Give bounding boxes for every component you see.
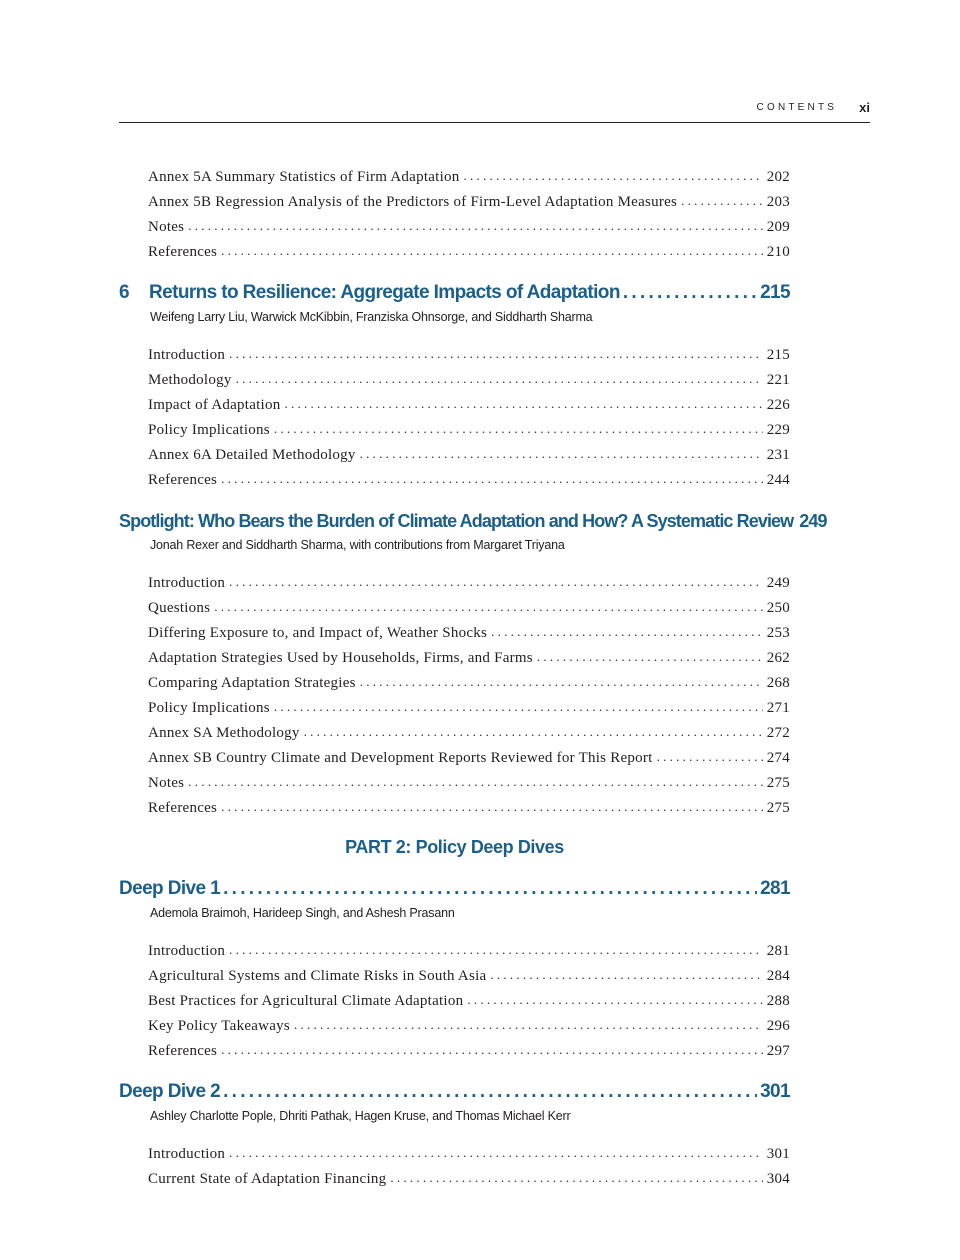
- toc-entry[interactable]: [148, 963, 790, 988]
- toc-entry-page: 221: [766, 372, 790, 388]
- toc-entry[interactable]: [148, 795, 790, 820]
- toc-entry-title: Introduction: [148, 1146, 226, 1162]
- deep-dive-title: Deep Dive 1: [119, 878, 221, 899]
- toc-entry[interactable]: [148, 645, 790, 670]
- spotlight-title: Spotlight: Who Bears the Burden of Climate Adaptation and How? A Systematic Review: [119, 511, 794, 531]
- chapter-number: 6: [119, 282, 129, 303]
- toc-entry-title: Methodology: [148, 372, 232, 388]
- spotlight-page: 249: [799, 511, 827, 531]
- toc-entry-page: 253: [766, 625, 790, 641]
- toc-entry-title: Annex SB Country Climate and Development Reports Reviewed for This Report: [148, 750, 653, 766]
- toc-entry-title: Introduction: [148, 943, 226, 959]
- toc-entry-title: Impact of Adaptation: [148, 397, 281, 413]
- toc-entry-page: 210: [766, 244, 790, 260]
- toc-entry[interactable]: [148, 1013, 790, 1038]
- toc-entry-title: Differing Exposure to, and Impact of, Weather Shocks: [148, 625, 488, 641]
- page-number: xi: [859, 99, 870, 115]
- dot-leader: [681, 188, 763, 213]
- toc-entry[interactable]: [148, 1166, 790, 1191]
- dot-leader: [188, 213, 763, 238]
- toc-entry-title: References: [148, 1043, 218, 1059]
- deep-dive-2-heading[interactable]: [119, 1077, 790, 1107]
- deep-dive-title: Deep Dive 2: [119, 1081, 221, 1102]
- dot-leader: [390, 1165, 762, 1190]
- toc-entry-page: 271: [766, 700, 790, 716]
- toc-entry-page: 202: [766, 169, 790, 185]
- toc-entry[interactable]: [148, 239, 790, 264]
- toc-entry-title: References: [148, 244, 218, 260]
- dot-leader: [657, 744, 763, 769]
- toc-entry-page: 229: [766, 422, 790, 438]
- dot-leader: [360, 669, 763, 694]
- toc-entry[interactable]: [148, 695, 790, 720]
- dot-leader: [221, 1037, 763, 1062]
- dot-leader: [223, 874, 757, 904]
- dot-leader: [464, 163, 763, 188]
- dot-leader: [490, 962, 762, 987]
- toc-entry-page: 215: [766, 347, 790, 363]
- chapter-title: Returns to Resilience: Aggregate Impacts of Adaptation: [149, 282, 620, 303]
- toc-entry-page: 249: [766, 575, 790, 591]
- dot-leader: [221, 466, 763, 491]
- toc-entry-title: Introduction: [148, 347, 226, 363]
- deep-dive-page: 301: [760, 1081, 790, 1102]
- header-rule: [119, 122, 870, 123]
- toc-entry[interactable]: [148, 938, 790, 963]
- toc-entry-title: Introduction: [148, 575, 226, 591]
- toc-entry-page: 275: [766, 800, 790, 816]
- dot-leader: [214, 594, 763, 619]
- toc-entry-page: 281: [766, 943, 790, 959]
- toc-entry[interactable]: [148, 670, 790, 695]
- toc-entry-page: 268: [766, 675, 790, 691]
- toc-entry-title: Notes: [148, 219, 185, 235]
- toc-entry-title: Current State of Adaptation Financing: [148, 1171, 387, 1187]
- toc-entry-title: Key Policy Takeaways: [148, 1018, 290, 1034]
- dot-leader: [236, 366, 763, 391]
- deep-dive-authors: Ashley Charlotte Pople, Dhriti Pathak, Hagen Kruse, and Thomas Michael Kerr: [150, 1109, 571, 1123]
- toc-entry[interactable]: [148, 720, 790, 745]
- toc-entry[interactable]: [148, 442, 790, 467]
- toc-entry-title: Policy Implications: [148, 700, 270, 716]
- toc-entry-page: 275: [766, 775, 790, 791]
- toc-entry[interactable]: [148, 467, 790, 492]
- toc-entry[interactable]: [148, 342, 790, 367]
- dot-leader: [223, 1077, 757, 1107]
- dot-leader: [221, 794, 763, 819]
- toc-entry-page: 262: [766, 650, 790, 666]
- dot-leader: [229, 1140, 763, 1165]
- toc-entry-title: References: [148, 472, 218, 488]
- toc-entry[interactable]: [148, 745, 790, 770]
- toc-entry-page: 304: [766, 1171, 790, 1187]
- running-head: [620, 98, 870, 116]
- deep-dive-page: 281: [760, 878, 790, 899]
- running-head-label: CONTENTS: [756, 101, 838, 113]
- toc-entry-title: References: [148, 800, 218, 816]
- toc-entry-title: Annex 6A Detailed Methodology: [148, 447, 356, 463]
- toc-entry-title: Questions: [148, 600, 211, 616]
- dot-leader: [304, 719, 763, 744]
- toc-entry[interactable]: [148, 988, 790, 1013]
- toc-entry[interactable]: [148, 620, 790, 645]
- toc-entry-page: 209: [766, 219, 790, 235]
- toc-entry-title: Annex 5A Summary Statistics of Firm Adaptation: [148, 169, 460, 185]
- toc-entry[interactable]: [148, 392, 790, 417]
- toc-entry[interactable]: [148, 595, 790, 620]
- toc-entry-title: Annex SA Methodology: [148, 725, 300, 741]
- chapter-authors: Weifeng Larry Liu, Warwick McKibbin, Franziska Ohnsorge, and Siddharth Sharma: [150, 310, 593, 324]
- toc-entry-page: 231: [766, 447, 790, 463]
- toc-entry-page: 272: [766, 725, 790, 741]
- dot-leader: [284, 391, 762, 416]
- part-2-title: PART 2: Policy Deep Dives: [345, 837, 564, 857]
- toc-entry-title: Best Practices for Agricultural Climate Adaptation: [148, 993, 464, 1009]
- toc-entry-page: 297: [766, 1043, 790, 1059]
- toc-entry[interactable]: [148, 1038, 790, 1063]
- dot-leader: [229, 341, 763, 366]
- dot-leader: [229, 937, 763, 962]
- toc-entry-page: 288: [766, 993, 790, 1009]
- toc-entry-page: 296: [766, 1018, 790, 1034]
- toc-entry-title: Adaptation Strategies Used by Households, Firms, and Farms: [148, 650, 533, 666]
- dot-leader: [229, 569, 763, 594]
- toc-entry[interactable]: [148, 417, 790, 442]
- dot-leader: [491, 619, 763, 644]
- dot-leader: [467, 987, 762, 1012]
- toc-entry-page: 301: [766, 1146, 790, 1162]
- dot-leader: [360, 441, 763, 466]
- toc-entry-page: 244: [766, 472, 790, 488]
- toc-entry[interactable]: [148, 770, 790, 795]
- dot-leader: [294, 1012, 763, 1037]
- table-of-contents: [0, 164, 960, 1191]
- toc-entry-title: Policy Implications: [148, 422, 270, 438]
- deep-dive-authors: Ademola Braimoh, Harideep Singh, and Ashesh Prasann: [150, 906, 455, 920]
- dot-leader: [221, 238, 763, 263]
- dot-leader: [537, 644, 763, 669]
- toc-entry-page: 203: [766, 194, 790, 210]
- toc-entry-page: 284: [766, 968, 790, 984]
- spotlight-heading[interactable]: [119, 506, 827, 536]
- toc-entry-title: Notes: [148, 775, 185, 791]
- spotlight-authors: Jonah Rexer and Siddharth Sharma, with contributions from Margaret Triyana: [150, 538, 565, 552]
- toc-entry[interactable]: [148, 189, 790, 214]
- dot-leader: [623, 278, 757, 308]
- toc-entry[interactable]: [148, 570, 790, 595]
- toc-entry-page: 226: [766, 397, 790, 413]
- chapter-page: 215: [760, 282, 790, 303]
- dot-leader: [188, 769, 763, 794]
- chapter-6-heading[interactable]: [119, 278, 790, 308]
- toc-entry[interactable]: [148, 164, 790, 189]
- dot-leader: [274, 416, 763, 441]
- toc-entry-title: Annex 5B Regression Analysis of the Predictors of Firm-Level Adaptation Measures: [148, 194, 678, 210]
- toc-entry[interactable]: [148, 1141, 790, 1166]
- toc-entry-page: 274: [766, 750, 790, 766]
- toc-entry[interactable]: [148, 214, 790, 239]
- dot-leader: [274, 694, 763, 719]
- toc-entry-title: Comparing Adaptation Strategies: [148, 675, 356, 691]
- toc-entry[interactable]: [148, 367, 790, 392]
- toc-entry-title: Agricultural Systems and Climate Risks in South Asia: [148, 968, 487, 984]
- deep-dive-1-heading[interactable]: [119, 874, 790, 904]
- toc-entry-page: 250: [766, 600, 790, 616]
